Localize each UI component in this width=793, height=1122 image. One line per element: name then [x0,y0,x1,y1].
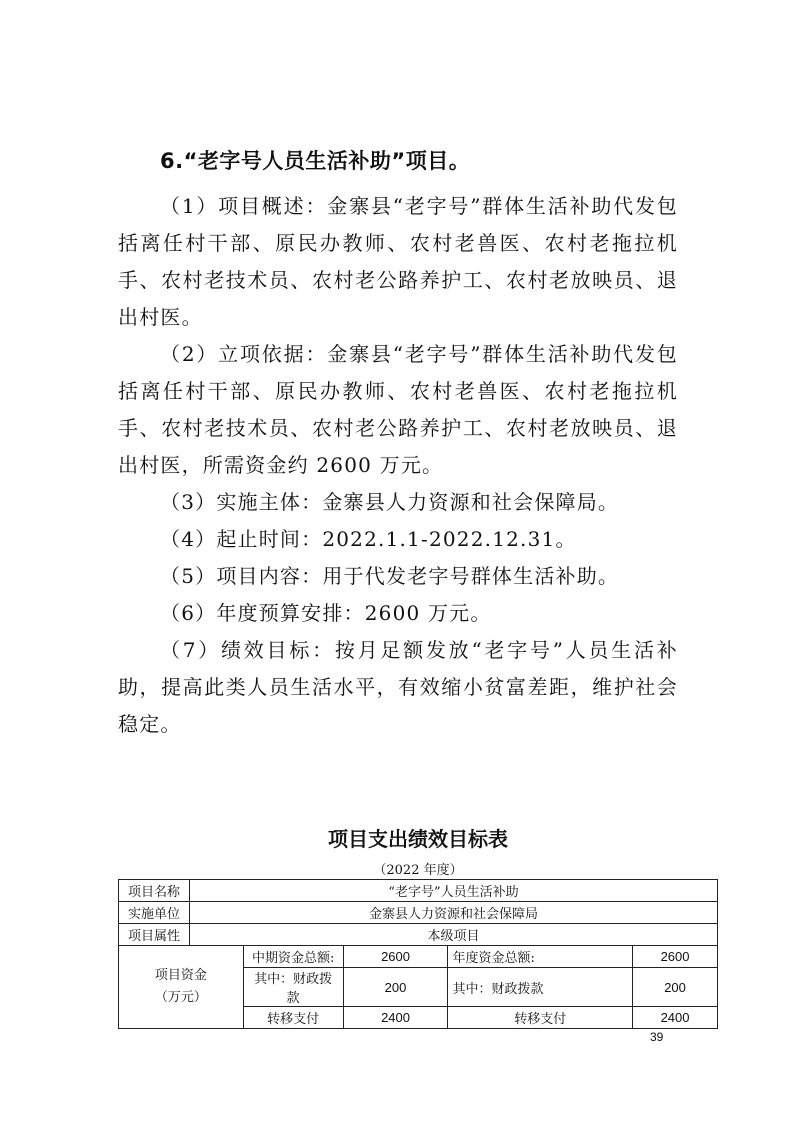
year-total-label: 年度资金总额: [448,946,633,968]
mid-transfer-label: 转移支付 [243,1007,343,1029]
paragraph-goal: （7）绩效目标：按月足额发放“老字号”人员生活补助，提高此类人员生活水平，有效缩小贫富差距，维护社会稳定。 [118,638,678,736]
paragraph-overview: （1）项目概述：金寨县“老字号”群体生活补助代发包括离任村干部、原民办教师、农村老兽医、农村老拖拉机手、农村老技术员、农村老公路养护工、农村老放映员、退出村医。 [118,194,678,329]
paragraph-period: （4）起止时间：2022.1.1-2022.12.31。 [160,527,577,551]
performance-table [118,879,718,1029]
paragraph-subject: （3）实施主体：金寨县人力资源和社会保障局。 [160,490,620,514]
paragraph-budget: （6）年度预算安排：2600 万元。 [160,601,492,625]
funds-label-cell [119,946,244,1029]
mid-fiscal-value: 200 [343,968,448,1007]
mid-fiscal-label: 其中：财政拨款 [243,968,343,1007]
attr-value: 本级项目 [189,924,717,946]
table-row [119,902,718,924]
paragraph-content: （5）项目内容：用于代发老字号群体生活补助。 [160,564,620,588]
unit-value: 金寨县人力资源和社会保障局 [189,902,717,924]
name-label: 项目名称 [119,880,190,902]
table-row [119,946,718,968]
funds-label: 项目资金 [154,968,207,983]
paragraph-basis: （2）立项依据：金寨县“老字号”群体生活补助代发包括离任村干部、原民办教师、农村老兽医、农村老拖拉机手、农村老技术员、农村老公路养护工、农村老放映员、退出村医，所需资金约 2600 万元。 [118,342,678,477]
year-fiscal-value: 200 [633,968,718,1007]
table-title: 项目支出绩效目标表 [328,827,508,851]
mid-total-label: 中期资金总额: [243,946,343,968]
mid-transfer-value: 2400 [343,1007,448,1029]
unit-label: 实施单位 [119,902,190,924]
year-total-value: 2600 [633,946,718,968]
year-transfer-label: 转移支付 [448,1007,633,1029]
attr-label: 项目属性 [119,924,190,946]
table-year: （2022 年度） [373,863,463,878]
table-row [119,880,718,902]
funds-unit: （万元） [154,990,207,1005]
page-number: 39 [650,1030,664,1044]
year-transfer-value: 2400 [633,1007,718,1029]
document-body [118,146,678,743]
name-value: “老字号”人员生活补助 [189,880,717,902]
mid-total-value: 2600 [343,946,448,968]
year-fiscal-label: 其中：财政拨款 [448,968,633,1007]
table-row [119,924,718,946]
section-heading: 6.“老字号人员生活补助”项目。 [160,149,471,173]
